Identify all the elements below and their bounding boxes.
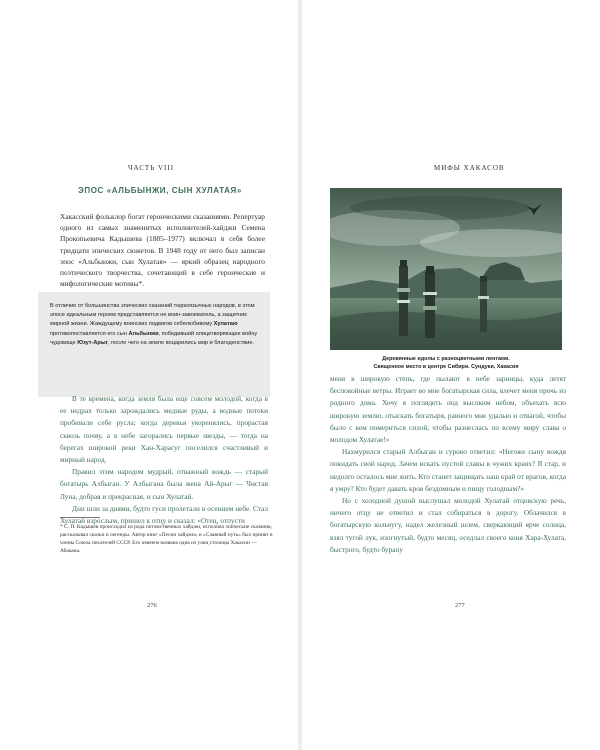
sidebar-name-hulatai: Хулатаю xyxy=(213,321,238,328)
running-head-left: ЧАСТЬ VIII xyxy=(128,164,175,172)
footnote xyxy=(60,523,274,555)
page-number-left: 276 xyxy=(147,602,157,609)
intro-paragraph xyxy=(60,211,265,289)
right-paragraph-3: Но с холодной душой выслушал молодой Хулатай отцовскую речь, ничего отцу не ответил и стал собираться в дорогу. Облачился в богатырскую кольчугу, надел железный шлем, сверкающий ярче солнца, взял тугой лук, изогнутый, будто месяц, оседлал своего коня Хара-Хулата, быстрого, будто бурану xyxy=(330,496,566,554)
sidebar-part-1: В отличие от большинства эпических сказаний тюркоязычных народов, в этом эпосе идеальным героем представляется не воин-завоеватель, а защитник мирной жизни. Жаждущему воинских подвигов себялюбивому xyxy=(50,303,255,328)
section-title: ЭПОС «АЛЬБЫНЖИ, СЫН ХУЛАТАЯ» xyxy=(78,186,242,195)
caption-line-2: Священное место в центре Сибири. Сундуки, Хакасия xyxy=(373,364,519,371)
info-sidebar xyxy=(38,292,270,397)
sidebar-part-3: , победивший олицетворяющее войну чудовище xyxy=(50,330,258,346)
page-number-right: 277 xyxy=(455,602,465,609)
sidebar-part-4: , после чего на земле воцарились мир и благоденствие. xyxy=(107,339,255,346)
right-page xyxy=(300,0,600,750)
footnote-divider xyxy=(60,517,100,518)
idols-photo-illustration xyxy=(330,188,562,350)
left-paragraph-3: Дни шли за днями, будто гуси пролетали в осеннем небе. Стал Хулатай взрослым, пришел к отцу и сказал: «Отец, отпусти xyxy=(60,503,268,526)
right-paragraph-2: Нахмурился старый Албыган и сурово ответил: «Негоже сыну вождя покидать свой народ. Зачем искать пустой славы в чужих краях? Я стар, и недолго осталось мне жить. Кто станет защищать наш край от врагов, когда я умру? Кто будет давать кров бездомным и пищу голодным?» xyxy=(330,447,566,493)
left-body-text xyxy=(60,393,268,527)
caption-line-1: Деревянные идолы с разноцветными лентами. xyxy=(382,356,510,362)
sidebar-text xyxy=(50,302,260,348)
left-paragraph-2: Правил этим народом мудрый, отважный вождь — старый богатырь Албыган. У Албыгана была жена Ай-Арыг — Чистая Луна, добрая и прекрасная, и сын Хулатай. xyxy=(60,467,268,501)
right-body-text xyxy=(330,373,566,556)
left-paragraph-1: В те времена, когда земля была еще совсем молодой, когда в ее недрах только зарождались медные руды, а водные потоки пробивали себе русла; когда деревья укоренялись, прорастая сквозь почву, а в небе загорались первые звезды, — тогда на берегах широкой реки Хан-Харасуг поселился счастливый и мирный народ. xyxy=(60,394,268,465)
sidebar-name-albynzhi: Альбынжи xyxy=(128,330,159,337)
idols-photo xyxy=(330,188,562,350)
photo-caption xyxy=(330,355,562,371)
running-head-right: МИФЫ ХАКАСОВ xyxy=(434,164,505,172)
sidebar-name-yuzut-aryg: Юзут-Арыг xyxy=(77,339,108,346)
intro-text: Хакасский фольклор богат героическими сказаниями. Репертуар одного из самых знаменитых исполнителей-хайджи Семена Прокопьевича Кадышева (1885–1977) включал в себя более тридцати эпических сюжетов. В 1948 году от него был записан эпос «Альбынжи, сын Хулатая» — яркий образец народного поэтического творчества, сочетающий в себе героические и мифологические мотивы*. xyxy=(60,212,265,289)
sidebar-part-2: противопоставляется его сын xyxy=(50,330,129,337)
right-paragraph-1: меня в широкую степь, где пылают в небе зарницы, куда летят беспокойные ветры. Играет во мне богатырская сила, влечет меня прочь из родного дома. Хочу я поглядеть под высоким небом, объехать всю широкую землю, отыскать богатыря, равного мне удалью и отвагой, чтобы было с кем помериться силой, чтобы разнеслась по всему миру слава о молодом Хулатае!» xyxy=(330,374,566,445)
footnote-text: * С. П. Кадышев происходил из рода потомственных хайджи, исполнял эпические сказания, рассказывал сказки и легенды. Автор книг «Песни хайджи» и «Славный путь» был принят в члены Союза писателей СССР. Его именем названа одна из улиц столицы Хакасии — Абакана. xyxy=(60,524,273,554)
